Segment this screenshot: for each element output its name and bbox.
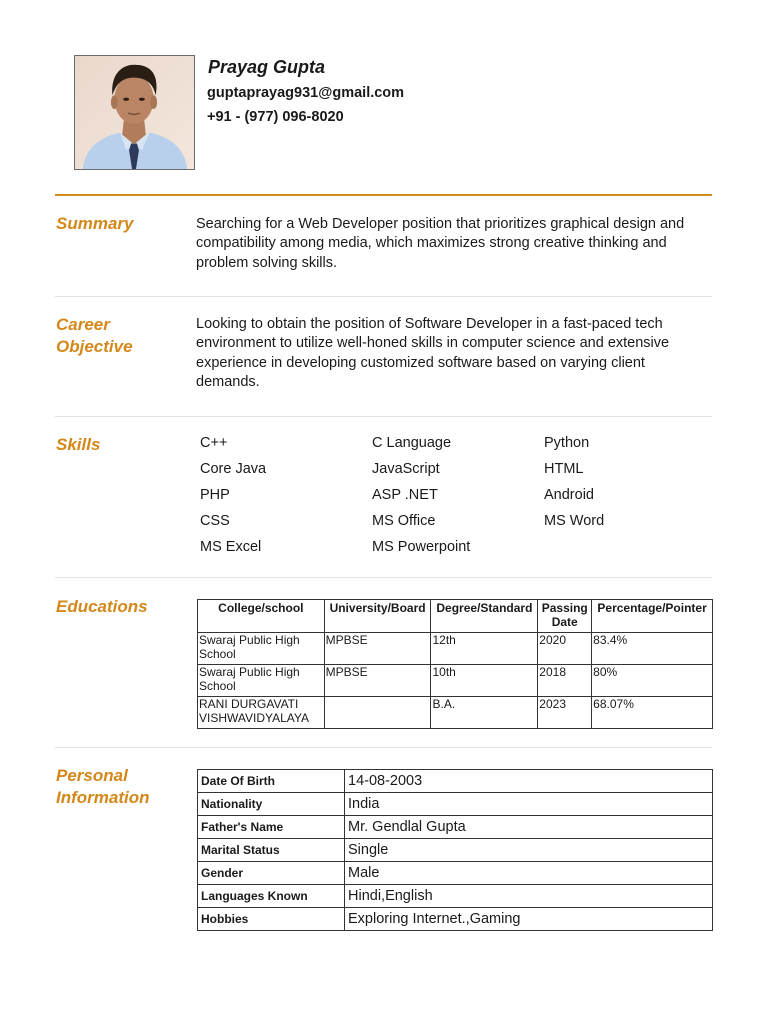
education-header-row [198,600,713,633]
table-cell: 2020 [538,633,592,665]
career-objective-heading [56,314,176,358]
table-row [198,816,713,839]
field-label: Marital Status [198,839,345,862]
field-value: India [345,793,713,816]
education-heading: Educations [56,597,148,616]
field-value: Male [345,862,713,885]
skill-item: MS Office [372,513,436,529]
phone-number: +91 - (977) 096-8020 [207,109,344,125]
table-row [198,908,713,931]
table-row [198,885,713,908]
skill-item: PHP [200,487,230,503]
skill-item: C Language [372,435,452,451]
table-cell: 80% [592,665,713,697]
field-value: Exploring Internet.,Gaming [345,908,713,931]
column-header: Percentage/Pointer [592,600,713,633]
section-divider [55,747,712,748]
table-cell: Swaraj Public High School [198,633,325,665]
field-label: Gender [198,862,345,885]
field-label: Hobbies [198,908,345,931]
field-label: Nationality [198,793,345,816]
field-value: 14-08-2003 [345,770,713,793]
table-row [198,697,713,729]
summary-heading: Summary [56,214,134,233]
skill-item: JavaScript [372,461,440,477]
field-label: Father's Name [198,816,345,839]
table-cell: MPBSE [324,665,431,697]
personal-heading-line2: Information [56,788,150,807]
table-row [198,665,713,697]
career-heading-line1: Career [56,315,110,334]
table-cell: RANI DURGAVATI VISHWAVIDYALAYA [198,697,325,729]
career-heading-line2: Objective [56,337,133,356]
field-value: Hindi,English [345,885,713,908]
skills-grid [200,432,716,562]
skill-item: HTML [544,461,584,477]
summary-text: Searching for a Web Developer position that prioritizes graphical design and compatibility among media, which maximizes strong creative thinking and problem solving skills. [196,216,685,271]
column-header: University/Board [324,600,431,633]
education-table [197,599,713,729]
personal-heading-line1: Personal [56,766,128,785]
table-row [198,862,713,885]
skill-item: MS Word [544,513,605,529]
table-cell: 2023 [538,697,592,729]
table-cell: 10th [431,665,538,697]
section-divider [55,416,712,417]
skill-item: Core Java [200,461,267,477]
email-address: guptaprayag931@gmail.com [207,85,405,101]
personal-info-heading [56,765,176,809]
profile-photo [74,55,195,170]
table-cell: MPBSE [324,633,431,665]
header-divider [55,194,712,196]
section-divider [55,577,712,578]
table-cell [324,697,431,729]
table-row [198,770,713,793]
table-row [198,839,713,862]
field-label: Date Of Birth [198,770,345,793]
skill-item: ASP .NET [372,487,438,503]
table-cell: 68.07% [592,697,713,729]
table-row [198,633,713,665]
skill-item: Python [544,435,590,451]
table-cell: B.A. [431,697,538,729]
section-divider [55,296,712,297]
skill-item: MS Excel [200,539,262,555]
skill-item: MS Powerpoint [372,539,471,555]
field-value: Single [345,839,713,862]
skills-heading: Skills [56,435,101,454]
table-cell: 12th [431,633,538,665]
candidate-name: Prayag Gupta [208,57,326,77]
skill-item: C++ [200,435,228,451]
table-cell: Swaraj Public High School [198,665,325,697]
table-row [198,793,713,816]
personal-info-table [197,769,713,931]
field-value: Mr. Gendlal Gupta [345,816,713,839]
career-objective-text: Looking to obtain the position of Software Developer in a fast-paced tech environment to utilize well-honed skills in computer science and extensive experience in developing customized software based on varying client demands. [196,316,670,390]
skill-item: Android [544,487,594,503]
field-label: Languages Known [198,885,345,908]
column-header: College/school [198,600,325,633]
skill-item: CSS [200,513,230,529]
column-header: Degree/Standard [431,600,538,633]
column-header: Passing Date [538,600,592,633]
table-cell: 2018 [538,665,592,697]
table-cell: 83.4% [592,633,713,665]
